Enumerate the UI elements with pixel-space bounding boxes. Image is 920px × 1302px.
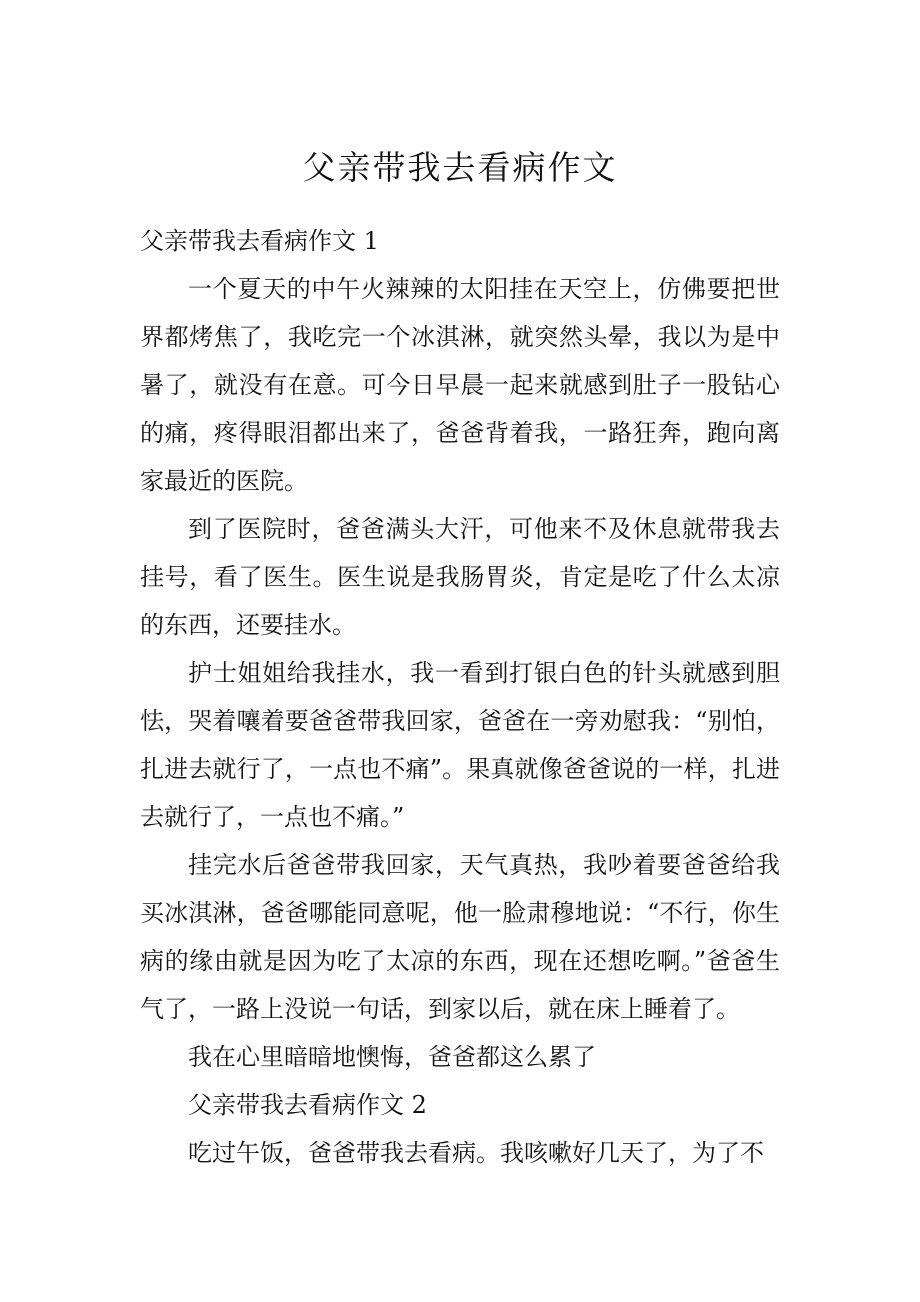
paragraph: 到了医院时，爸爸满头大汗，可他来不及休息就带我去挂号，看了医生。医生说是我肠胃炎，肯定是吃了什么太凉的东西，还要挂水。 <box>140 515 780 639</box>
section-heading-1: 父亲带我去看病作文 1 <box>140 227 379 255</box>
document-body <box>140 217 780 1177</box>
paragraph: 我在心里暗暗地懊悔，爸爸都这么累了 <box>188 1043 596 1071</box>
section-heading-2: 父亲带我去看病作文 2 <box>188 1091 427 1119</box>
paragraph: 吃过午饭，爸爸带我去看病。我咳嗽好几天了，为了不 <box>188 1139 764 1167</box>
paragraph: 护士姐姐给我挂水，我一看到打银白色的针头就感到胆怯，哭着嚷着要爸爸带我回家，爸爸在一旁劝慰我：“别怕，扎进去就行了，一点也不痛”。果真就像爸爸说的一样，扎进去就行了，一点也不痛。” <box>140 659 780 831</box>
document-title: 父亲带我去看病作文 <box>302 148 618 187</box>
paragraph: 一个夏天的中午火辣辣的太阳挂在天空上，仿佛要把世界都烤焦了，我吃完一个冰淇淋，就突然头晕，我以为是中暑了，就没有在意。可今日早晨一起来就感到肚子一股钻心的痛，疼得眼泪都出来了，爸爸背着我，一路狂奔，跑向离家最近的医院。 <box>140 275 780 495</box>
paragraph: 挂完水后爸爸带我回家，天气真热，我吵着要爸爸给我买冰淇淋，爸爸哪能同意呢，他一脸肃穆地说：“不行，你生病的缘由就是因为吃了太凉的东西，现在还想吃啊。”爸爸生气了，一路上没说一句话，到家以后，就在床上睡着了。 <box>140 851 780 1023</box>
